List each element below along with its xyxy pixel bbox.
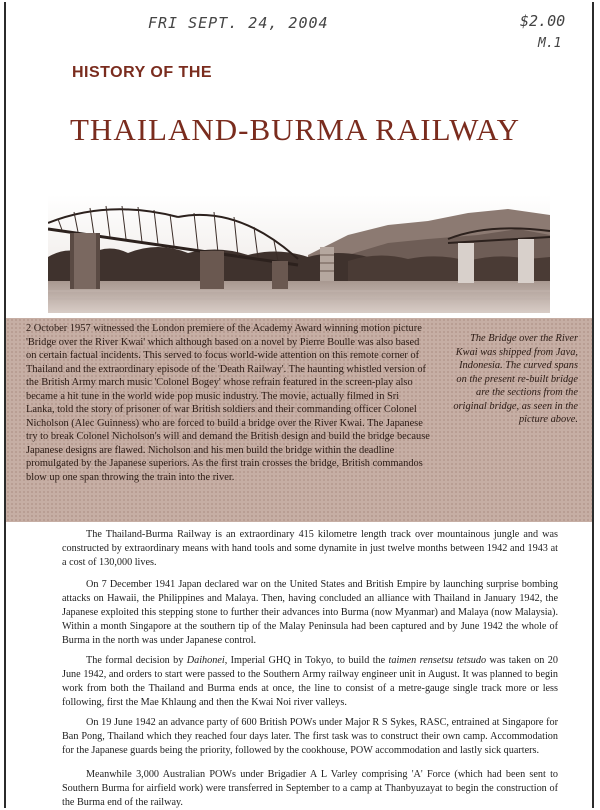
bridge-photo-icon — [48, 195, 550, 313]
bridge-photo — [48, 195, 550, 313]
p3-text-c: , Imperial GHQ in Tokyo, to build the — [224, 655, 389, 666]
p3-text-e: was taken on 20 June 1942, and orders to start were passed to the Southern Army railway engineer unit in August. It was planned to begin work from both the Thailand and Burma ends at once, the line to consist of a metre-gauge single track more or less following, first the Mae Khlaung and then the Kwai Noi river valleys. — [62, 655, 558, 708]
body-paragraph-4: On 19 June 1942 an advance party of 600 British POWs under Major R S Sykes, RASC, entrained at Singapore for Ban Pong, Thailand which they reached four days later. The first task was to construct their own camp. Accommodation for the Japanese guards being the priority, followed by the cookhouse, POW accommodation and lastly sick quarters. — [62, 717, 558, 756]
title-small: HISTORY OF THE — [72, 64, 213, 81]
body-paragraph-2: On 7 December 1941 Japan declared war on the United States and British Empire by launching surprise bombing attacks on Hawaii, the Philippines and Malaya. Then, having concluded an alliance with Thailand in January 1942, the Japanese exploited this stepping stone to further their advances into Burma (now Myanmar) and Malaya (now Malaysia). Within a month Singapore at the southern tip of the Malay Peninsula had been captured and by June 1942 the whole of Burma in the north was under Japanese control. — [62, 579, 558, 646]
page-title: THAILAND-BURMA RAILWAY — [70, 112, 520, 147]
body-paragraph-1: The Thailand-Burma Railway is an extraordinary 415 kilometre length track over mountainous jungle and was constructed by extraordinary means with hand tools and some dynamite in just twelve months between 1942 and 1943 at a cost of 130,000 lives. — [62, 529, 558, 568]
body-paragraph-5: Meanwhile 3,000 Australian POWs under Brigadier A L Varley comprising 'A' Force (which had been sent to Southern Burma for airfield work) were transferred in September to a camp at Thanbyuzayat to begin the construction of the Burma end of the railway. — [62, 769, 558, 808]
film-history-text: 2 October 1957 witnessed the London premiere of the Academy Award winning motion picture 'Bridge over the River Kwai' which although based on a novel by Pierre Boulle was also based on certain factual incidents. This served to focus world-wide attention on this remote corner of Thailand and the extraordinary episode of the 'Death Railway'. The haunting whistled version of the British Army march music 'Colonel Bogey' whose refrain featured in the screen-play also became a hit tune in the world wide pop music industry. The movie, actually filmed in Sri Lanka, told the story of prisoner of war British soldiers and their commanding officer Colonel Nicholson (Alec Guinness) who are forced to build a bridge over the River Kwai. The Japanese try to break Colonel Nicholson's will and demand the British design and build the bridge because Japanese designs are flawed. Nicholson and his men build the bridge within the deadline promulgated by the Japanese superiors. As the first train crosses the bridge, British commandos blow up one span throwing the train into the river. — [26, 323, 430, 483]
body-paragraph-3 — [62, 654, 558, 710]
handwritten-code: M.1 — [538, 36, 562, 51]
handwritten-date: FRI SEPT. 24, 2004 — [148, 14, 329, 32]
photo-caption: The Bridge over the River Kwai was shipped from Java, Indonesia. The curved spans on the present re-built bridge are the sections from the original bridge, as seen in the picture above. — [453, 333, 578, 425]
p3-text-a: The formal decision by — [86, 655, 187, 666]
p3-daihonei: Daihonei — [186, 655, 225, 666]
p3-taimen: taimen rensetsu tetsudo — [388, 655, 487, 666]
handwritten-price: $2.00 — [520, 12, 566, 30]
